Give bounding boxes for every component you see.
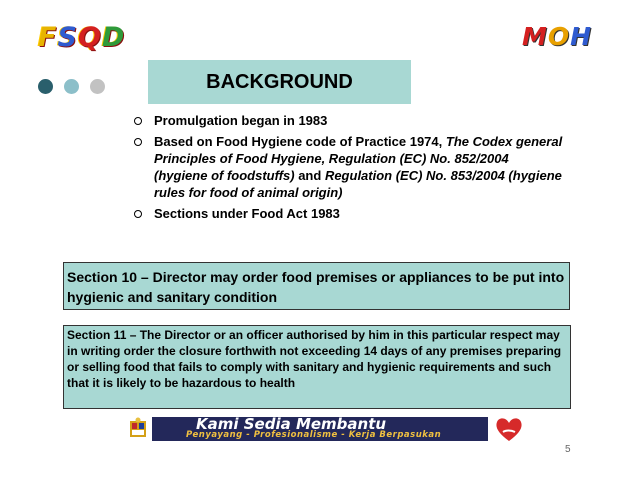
dot-grey (90, 79, 105, 94)
bullet-circle-icon (134, 210, 142, 218)
banner-values: Penyayang - Profesionalisme - Kerja Berpasukan (186, 430, 442, 440)
banner-slogan: Kami Sedia Membantu (196, 415, 387, 433)
slide-title (148, 60, 411, 104)
dot-light-teal (64, 79, 79, 94)
heart-hand-icon (494, 415, 524, 443)
bullet-circle-icon (134, 138, 142, 146)
moh-letter-m: M (522, 22, 548, 51)
bullet-text: Sections under Food Act 1983 (154, 206, 340, 221)
bullet-circle-icon (134, 117, 142, 125)
dot-dark (38, 79, 53, 94)
fsqd-letter-d: D (101, 22, 126, 53)
bullet-list (134, 112, 564, 226)
fsqd-logo (38, 22, 125, 53)
slide-title-text: BACKGROUND (206, 70, 353, 93)
bullet-item-sections (134, 205, 564, 222)
bullet-text-part-italic: Regulation (EC) No. 853/2004 (hygiene rules for food of animal origin) (154, 168, 562, 200)
section-11-box: Section 11 – The Director or an officer authorised by him in this particular respect may in writing order the closure forthwith not exceeding 14 days of any premises preparing or selling food that fails to comply with sanitary and hygienic requirements and such that it is likely to be hazardous to health (63, 325, 571, 409)
fsqd-letter-q: Q (77, 22, 102, 53)
bullet-text-part: and (298, 168, 325, 183)
bullet-item-food-hygiene-code (134, 133, 564, 201)
section-10-box: Section 10 – Director may order food premises or appliances to be put into hygienic and sanitary condition (63, 262, 570, 310)
moh-logo (522, 22, 592, 51)
bullet-text-part-italic: The Codex general Principles of Food Hygiene, Regulation (EC) No. 852/2004 (hygiene of foodstuffs) (154, 134, 563, 183)
footer-banner (126, 415, 526, 443)
bullet-text-part: Based on Food Hygiene code of Practice 1974, (154, 134, 446, 149)
malaysia-crest-icon (126, 417, 150, 441)
fsqd-letter-s: S (57, 22, 78, 53)
fsqd-letter-f: F (38, 22, 58, 53)
bullet-text: Promulgation began in 1983 (154, 113, 328, 128)
moh-letter-h: H (570, 22, 593, 51)
moh-letter-o: O (547, 22, 571, 51)
page-number: 5 (565, 444, 571, 455)
bullet-item-promulgation (134, 112, 564, 129)
